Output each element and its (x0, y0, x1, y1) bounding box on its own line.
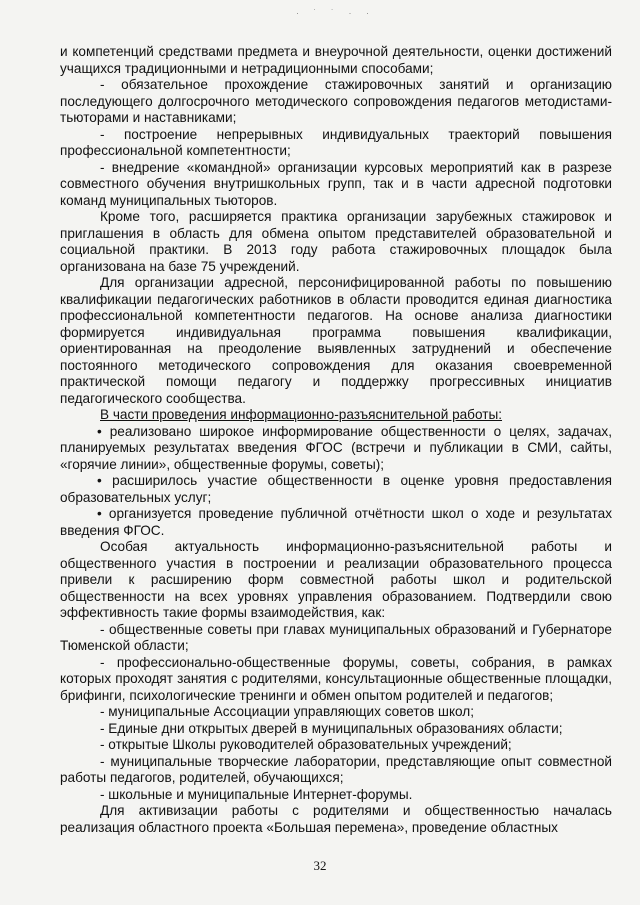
paragraph: Для организации адресной, персонифицированной работы по повышению квалификации педагогических работников в области проводится единая диагностика профессиональной компетентности педагогов. На основе анализа диагностики формируется индивидуальная программа повышения квалификации, ориентированная на преодоление выявленных затруднений и обеспечение постоянного методического сопровождения для оказания своевременной практической помощи педагогу и поддержку прогрессивных инициатив педагогического сообщества. (60, 275, 612, 406)
paragraph: Для активизации работы с родителями и общественностью началась реализация областного проекта «Большая перемена», проведение областных (60, 803, 612, 835)
paragraph: - внедрение «командной» организации курсовых мероприятий как в разрезе совместного обучения внутришкольных групп, так и в части адресной подготовки команд муниципальных тьюторов. (60, 159, 612, 208)
paragraph: - школьные и муниципальные Интернет-форумы. (100, 786, 413, 802)
paragraph: - муниципальные Ассоциации управляющих советов школ; (100, 704, 475, 719)
paragraph: и компетенций средствами предмета и внеурочной деятельности, оценки достижений учащихся традиционными и нетрадиционными способами; (60, 44, 612, 76)
scan-marks: · ˙ ˙ · · (296, 8, 375, 18)
page-number: 32 (313, 858, 327, 873)
paragraph: - построение непрерывных индивидуальных траекторий повышения профессиональной компетентности; (60, 126, 612, 158)
body-text (60, 44, 612, 836)
paragraph: - открытые Школы руководителей образовательных учреждений; (100, 737, 512, 752)
paragraph: • расширилось участие общественности в оценке уровня предоставления образовательных услуг; (60, 473, 612, 505)
paragraph: • организуется проведение публичной отчётности школ о ходе и результатах введения ФГОС. (60, 506, 612, 538)
paragraph: - муниципальные творческие лаборатории, представляющие опыт совместной работы педагогов, родителей, обучающихся; (60, 753, 612, 785)
paragraph: Кроме того, расширяется практика организации зарубежных стажировок и приглашения в область для обмена опытом представителей образовательной и социальной практики. В 2013 году работа стажировочных площадок была организована на базе 75 учреждений. (60, 209, 612, 274)
paragraph: Особая актуальность информационно-разъяснительной работы и общественного участия в построении и реализации образовательного процесса привели к расширению форм совместной работы школ и родительской общественности на всех уровнях управления образованием. Подтвердили свою эффективность такие формы взаимодействия, как: (60, 539, 612, 620)
paragraph: • реализовано широкое информирование общественности о целях, задачах, планируемых результатах введения ФГОС (встречи и публикации в СМИ, сайты, «горячие линии», общественные форумы, советы); (60, 423, 612, 472)
paragraph: - обязательное прохождение стажировочных занятий и организацию последующего долгосрочного методического сопровождения педагогов методистами-тьюторами и наставниками; (60, 77, 612, 125)
paragraph: - Единые дни открытых дверей в муниципальных образованиях области; (100, 720, 563, 736)
paragraph: - общественные советы при главах муниципальных образований и Губернаторе Тюменской области; (60, 621, 612, 653)
paragraph: - профессионально-общественные форумы, советы, собрания, в рамках которых проходят занятия с родителями, консультационные общественные площадки, брифинги, психологические тренинги и обмен опытом родителей и педагогов; (60, 654, 612, 703)
paragraph: В части проведения информационно-разъяснительной работы: (100, 407, 503, 422)
